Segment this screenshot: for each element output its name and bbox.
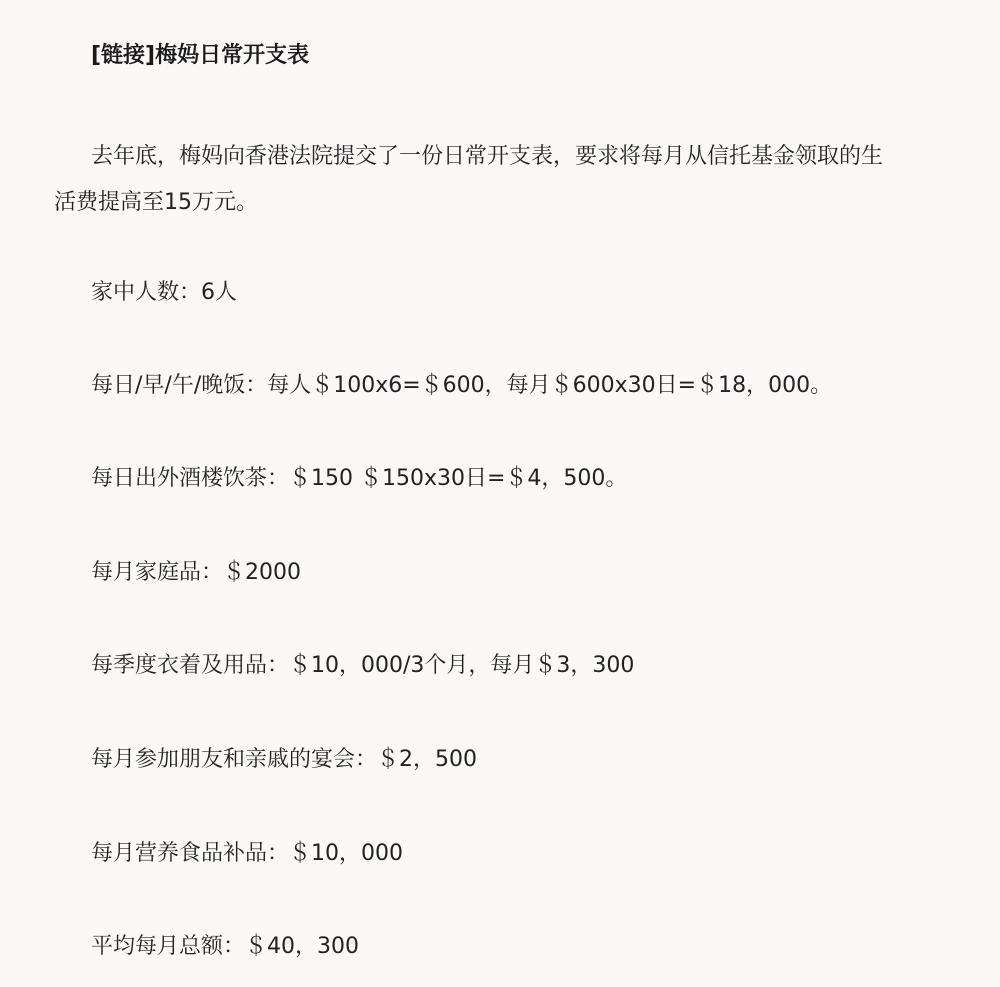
dim-sum-cost: 每日出外酒楼饮茶：＄150 ＄150x30日=＄4，500。 [91,466,628,491]
intro-line-2: 活费提高至15万元。 [54,190,258,215]
household-goods-cost: 每月家庭品：＄2000 [91,560,301,585]
banquet-cost: 每月参加朋友和亲戚的宴会：＄2，500 [91,747,477,772]
intro-line-1: 去年底，梅妈向香港法院提交了一份日常开支表，要求将每月从信托基金领取的生 [91,144,884,169]
intro-paragraph [54,134,954,226]
monthly-total: 平均每月总额：＄40，300 [91,934,359,959]
household-size: 家中人数：6人 [91,280,237,305]
supplements-cost: 每月营养食品补品：＄10，000 [91,841,403,866]
clothing-cost: 每季度衣着及用品：＄10，000/3个月，每月＄3，300 [91,653,635,678]
daily-meals-cost: 每日/早/午/晚饭：每人＄100x6=＄600，每月＄600x30日=＄18，000。 [91,373,833,398]
article-title[interactable]: [链接]梅妈日常开支表 [91,43,310,68]
